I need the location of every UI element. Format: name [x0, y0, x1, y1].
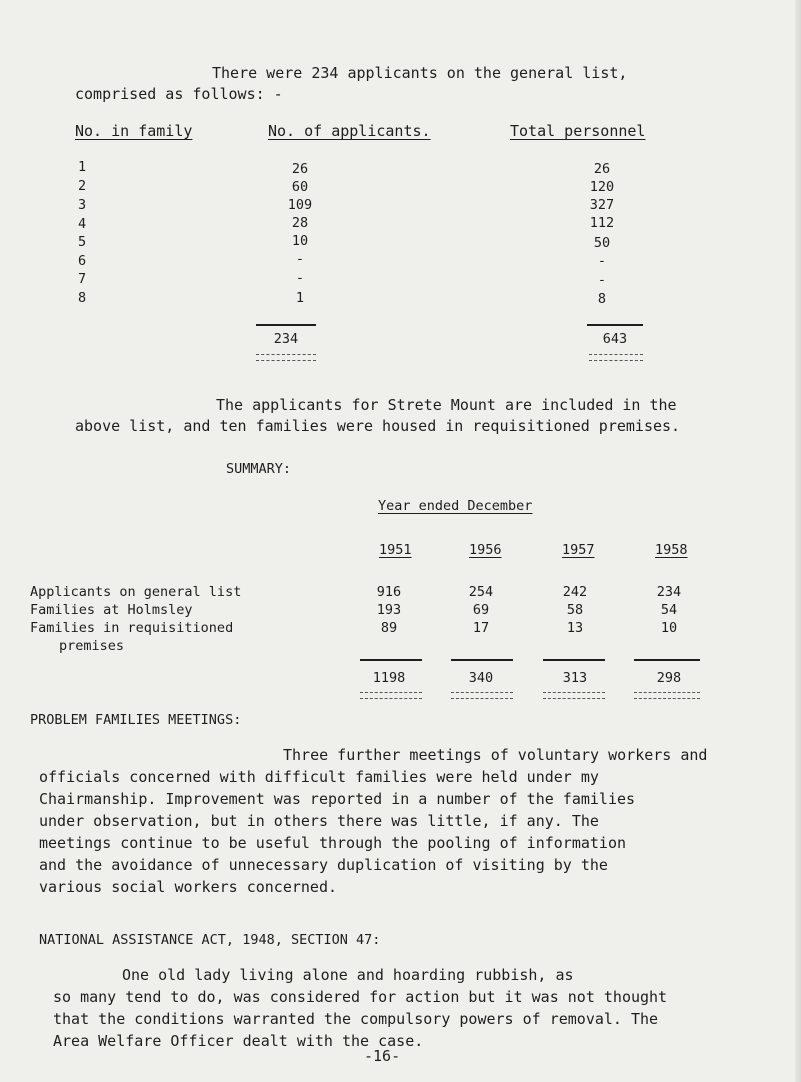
table-row-personnel: 8 — [597, 291, 607, 307]
table-row-family: 2 — [78, 178, 87, 194]
table-row-family: 7 — [78, 271, 87, 287]
table-row-applicants: - — [295, 251, 305, 267]
summary-row-label: Families in requisitioned — [30, 620, 234, 636]
paragraph-line: Chairmanship. Improvement was reported in a number of the families — [39, 790, 636, 808]
table-row-applicants: 1 — [295, 290, 305, 306]
table-row-applicants: - — [295, 270, 305, 286]
summary-cell: 193 — [376, 602, 402, 618]
table-row-applicants: 26 — [291, 161, 309, 177]
total-personnel: 643 — [602, 331, 628, 347]
summary-cell: 234 — [656, 584, 682, 600]
paragraph-line: that the conditions warranted the compulsory powers of removal. The — [53, 1010, 659, 1028]
table-row-personnel: 112 — [589, 215, 615, 231]
paragraph-line: One old lady living alone and hoarding rubbish, as — [122, 966, 574, 984]
summary-cell: 69 — [472, 602, 490, 618]
summary-cell: 13 — [566, 620, 584, 636]
summary-total-rule — [360, 659, 422, 661]
summary-total: 313 — [562, 670, 588, 686]
table-row-personnel: 26 — [593, 161, 611, 177]
table-row-personnel: 120 — [589, 179, 615, 195]
summary-cell: 54 — [660, 602, 678, 618]
summary-cell: 17 — [472, 620, 490, 636]
intro-line-1: There were 234 applicants on the general list, — [212, 64, 628, 82]
year-1956: 1956 — [469, 542, 502, 558]
year-ended-heading: Year ended December — [378, 498, 533, 514]
paragraph-line: so many tend to do, was considered for action but it was not thought — [53, 988, 668, 1006]
double-underline — [451, 692, 513, 699]
summary-total-rule — [543, 659, 605, 661]
page-number: -16- — [364, 1047, 401, 1065]
table-row-family: 6 — [78, 253, 87, 269]
summary-row-label-continued: premises — [59, 638, 125, 654]
summary-heading: SUMMARY: — [226, 461, 292, 477]
summary-cell: 10 — [660, 620, 678, 636]
total-applicants: 234 — [273, 331, 299, 347]
header-no-in-family: No. in family — [75, 122, 193, 140]
table-row-applicants: 28 — [291, 215, 309, 231]
double-underline — [256, 354, 316, 361]
paragraph-line: meetings continue to be useful through the pooling of information — [39, 834, 626, 852]
table-row-family: 8 — [78, 290, 87, 306]
paragraph-line: various social workers concerned. — [39, 878, 338, 896]
year-1957: 1957 — [562, 542, 595, 558]
summary-total: 298 — [656, 670, 682, 686]
summary-total-rule — [634, 659, 700, 661]
summary-total: 340 — [468, 670, 494, 686]
summary-row-label: Applicants on general list — [30, 584, 242, 600]
page-edge-shadow — [795, 0, 801, 1082]
strete-line-1: The applicants for Strete Mount are included in the — [216, 396, 677, 414]
summary-cell: 58 — [566, 602, 584, 618]
double-underline — [634, 692, 700, 699]
header-no-of-applicants: No. of applicants. — [268, 122, 431, 140]
table-row-family: 1 — [78, 159, 87, 175]
paragraph-line: Area Welfare Officer dealt with the case. — [53, 1032, 424, 1050]
summary-total: 1198 — [372, 670, 406, 686]
national-assistance-heading: NATIONAL ASSISTANCE ACT, 1948, SECTION 47: — [39, 932, 381, 948]
strete-line-2: above list, and ten families were housed in requisitioned premises. — [75, 417, 681, 435]
problem-families-heading: PROBLEM FAMILIES MEETINGS: — [30, 712, 242, 728]
table-row-personnel: - — [597, 253, 607, 269]
summary-cell: 242 — [562, 584, 588, 600]
total-rule — [587, 324, 643, 326]
year-1958: 1958 — [655, 542, 688, 558]
table-row-applicants: 60 — [291, 179, 309, 195]
double-underline — [543, 692, 605, 699]
paragraph-line: and the avoidance of unnecessary duplication of visiting by the — [39, 856, 608, 874]
table-row-family: 4 — [78, 216, 87, 232]
double-underline — [360, 692, 422, 699]
table-row-family: 3 — [78, 197, 87, 213]
table-row-personnel: - — [597, 272, 607, 288]
paragraph-line: Three further meetings of voluntary workers and — [283, 746, 708, 764]
paragraph-line: officials concerned with difficult families were held under my — [39, 768, 599, 786]
table-row-personnel: 327 — [589, 197, 615, 213]
table-row-family: 5 — [78, 234, 87, 250]
table-row-personnel: 50 — [593, 235, 611, 251]
summary-cell: 254 — [468, 584, 494, 600]
table-row-applicants: 10 — [291, 233, 309, 249]
intro-line-2: comprised as follows: - — [75, 85, 283, 103]
summary-row-label: Families at Holmsley — [30, 602, 193, 618]
double-underline — [589, 354, 643, 361]
summary-total-rule — [451, 659, 513, 661]
summary-cell: 89 — [380, 620, 398, 636]
total-rule — [256, 324, 316, 326]
paragraph-line: under observation, but in others there was little, if any. The — [39, 812, 599, 830]
header-total-personnel: Total personnel — [510, 122, 646, 140]
table-row-applicants: 109 — [287, 197, 313, 213]
year-1951: 1951 — [379, 542, 412, 558]
summary-cell: 916 — [376, 584, 402, 600]
